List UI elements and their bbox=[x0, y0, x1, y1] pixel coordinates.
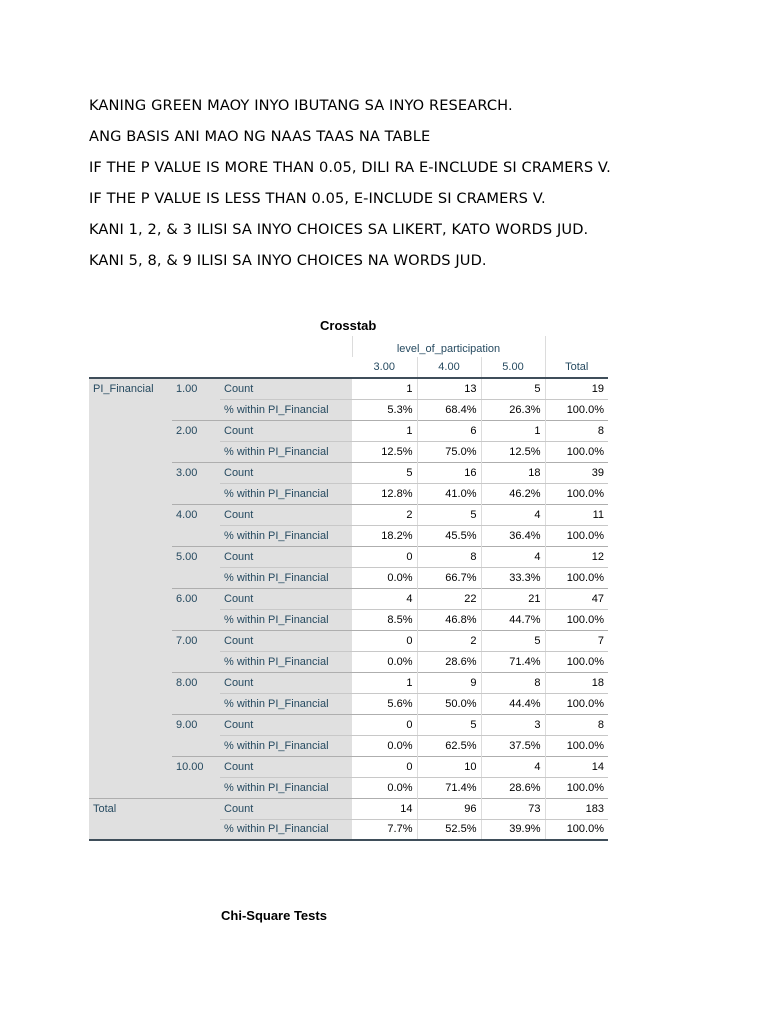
table-cell: 100.0% bbox=[545, 441, 608, 462]
table-cell: 7 bbox=[545, 630, 608, 651]
table-cell: 18.2% bbox=[352, 525, 417, 546]
table-cell: 7.7% bbox=[352, 819, 417, 840]
table-cell: 2 bbox=[417, 630, 481, 651]
row-level-label: 1.00 bbox=[172, 378, 220, 420]
table-cell: 0.0% bbox=[352, 567, 417, 588]
table-row bbox=[89, 378, 608, 399]
table-cell: 26.3% bbox=[481, 399, 545, 420]
table-cell: 5 bbox=[352, 462, 417, 483]
table-cell: 71.4% bbox=[481, 651, 545, 672]
stat-label: % within PI_Financial bbox=[220, 777, 352, 798]
stat-label: % within PI_Financial bbox=[220, 693, 352, 714]
table-cell: 33.3% bbox=[481, 567, 545, 588]
row-variable-label: PI_Financial bbox=[89, 378, 172, 798]
table-cell: 50.0% bbox=[417, 693, 481, 714]
table-cell: 100.0% bbox=[545, 651, 608, 672]
stat-label: % within PI_Financial bbox=[220, 483, 352, 504]
table-cell: 45.5% bbox=[417, 525, 481, 546]
table-cell: 28.6% bbox=[417, 651, 481, 672]
row-level-label: 7.00 bbox=[172, 630, 220, 672]
stat-label: % within PI_Financial bbox=[220, 525, 352, 546]
stat-label: Count bbox=[220, 588, 352, 609]
column-header: 5.00 bbox=[481, 357, 545, 378]
column-header: 3.00 bbox=[352, 357, 417, 378]
table-cell: 62.5% bbox=[417, 735, 481, 756]
stat-label: % within PI_Financial bbox=[220, 819, 352, 840]
table-cell: 22 bbox=[417, 588, 481, 609]
table-cell: 12.5% bbox=[481, 441, 545, 462]
stat-label: Count bbox=[220, 672, 352, 693]
table-cell: 5 bbox=[481, 630, 545, 651]
table-cell: 100.0% bbox=[545, 819, 608, 840]
table-cell: 183 bbox=[545, 798, 608, 819]
stat-label: % within PI_Financial bbox=[220, 735, 352, 756]
stat-label: Count bbox=[220, 420, 352, 441]
table-cell: 19 bbox=[545, 378, 608, 399]
table-cell: 3 bbox=[481, 714, 545, 735]
table-cell: 1 bbox=[352, 420, 417, 441]
table-cell: 0.0% bbox=[352, 735, 417, 756]
table-cell: 0 bbox=[352, 630, 417, 651]
note-line: KANI 5, 8, & 9 ILISI SA INYO CHOICES NA WORDS JUD. bbox=[89, 252, 487, 269]
table-cell: 0.0% bbox=[352, 777, 417, 798]
table-cell: 4 bbox=[481, 504, 545, 525]
table-cell: 8 bbox=[417, 546, 481, 567]
table-cell: 96 bbox=[417, 798, 481, 819]
table-cell: 71.4% bbox=[417, 777, 481, 798]
table-cell: 46.2% bbox=[481, 483, 545, 504]
total-level-blank bbox=[172, 798, 220, 840]
table-cell: 46.8% bbox=[417, 609, 481, 630]
row-level-label: 2.00 bbox=[172, 420, 220, 462]
stat-label: Count bbox=[220, 504, 352, 525]
table-cell: 37.5% bbox=[481, 735, 545, 756]
stat-label: Count bbox=[220, 546, 352, 567]
table-cell: 8 bbox=[481, 672, 545, 693]
table-cell: 1 bbox=[352, 378, 417, 399]
table-cell: 11 bbox=[545, 504, 608, 525]
stat-label: % within PI_Financial bbox=[220, 399, 352, 420]
stat-label: Count bbox=[220, 756, 352, 777]
stat-label: % within PI_Financial bbox=[220, 441, 352, 462]
table-row bbox=[89, 798, 608, 819]
stat-label: % within PI_Financial bbox=[220, 651, 352, 672]
table-cell: 73 bbox=[481, 798, 545, 819]
table-cell: 0 bbox=[352, 546, 417, 567]
table-cell: 100.0% bbox=[545, 693, 608, 714]
total-column-header: Total bbox=[545, 357, 608, 378]
table-cell: 13 bbox=[417, 378, 481, 399]
table-cell: 5 bbox=[417, 504, 481, 525]
row-level-label: 5.00 bbox=[172, 546, 220, 588]
column-variable-header: level_of_participation bbox=[352, 336, 545, 357]
table-cell: 68.4% bbox=[417, 399, 481, 420]
note-line: KANI 1, 2, & 3 ILISI SA INYO CHOICES SA LIKERT, KATO WORDS JUD. bbox=[89, 221, 589, 238]
table-cell: 2 bbox=[352, 504, 417, 525]
table-cell: 12.8% bbox=[352, 483, 417, 504]
crosstab-title: Crosstab bbox=[320, 318, 377, 333]
row-level-label: 4.00 bbox=[172, 504, 220, 546]
stat-label: Count bbox=[220, 462, 352, 483]
stat-label: % within PI_Financial bbox=[220, 567, 352, 588]
note-line: ANG BASIS ANI MAO NG NAAS TAAS NA TABLE bbox=[89, 128, 431, 145]
table-cell: 1 bbox=[481, 420, 545, 441]
instruction-notes bbox=[89, 90, 611, 276]
table-cell: 44.7% bbox=[481, 609, 545, 630]
note-line: KANING GREEN MAOY INYO IBUTANG SA INYO RESEARCH. bbox=[89, 97, 513, 114]
total-row-label: Total bbox=[89, 798, 172, 840]
table-cell: 18 bbox=[545, 672, 608, 693]
table-cell: 47 bbox=[545, 588, 608, 609]
table-cell: 39.9% bbox=[481, 819, 545, 840]
note-line: IF THE P VALUE IS MORE THAN 0.05, DILI RA E-INCLUDE SI CRAMERS V. bbox=[89, 159, 611, 176]
table-cell: 36.4% bbox=[481, 525, 545, 546]
row-level-label: 8.00 bbox=[172, 672, 220, 714]
table-cell: 8 bbox=[545, 420, 608, 441]
table-cell: 21 bbox=[481, 588, 545, 609]
note-line: IF THE P VALUE IS LESS THAN 0.05, E-INCLUDE SI CRAMERS V. bbox=[89, 190, 546, 207]
table-cell: 4 bbox=[352, 588, 417, 609]
table-cell: 28.6% bbox=[481, 777, 545, 798]
table-cell: 100.0% bbox=[545, 525, 608, 546]
row-level-label: 6.00 bbox=[172, 588, 220, 630]
stat-label: Count bbox=[220, 630, 352, 651]
table-cell: 100.0% bbox=[545, 777, 608, 798]
crosstab-table bbox=[89, 336, 608, 841]
table-cell: 52.5% bbox=[417, 819, 481, 840]
table-cell: 4 bbox=[481, 546, 545, 567]
table-cell: 9 bbox=[417, 672, 481, 693]
table-cell: 12.5% bbox=[352, 441, 417, 462]
table-cell: 4 bbox=[481, 756, 545, 777]
chi-square-title: Chi-Square Tests bbox=[221, 908, 327, 923]
table-cell: 8 bbox=[545, 714, 608, 735]
table-cell: 5.6% bbox=[352, 693, 417, 714]
table-cell: 10 bbox=[417, 756, 481, 777]
table-cell: 16 bbox=[417, 462, 481, 483]
table-cell: 18 bbox=[481, 462, 545, 483]
table-cell: 5.3% bbox=[352, 399, 417, 420]
table-cell: 0 bbox=[352, 756, 417, 777]
table-cell: 5 bbox=[481, 378, 545, 399]
row-level-label: 3.00 bbox=[172, 462, 220, 504]
table-cell: 41.0% bbox=[417, 483, 481, 504]
table-cell: 100.0% bbox=[545, 483, 608, 504]
table-cell: 1 bbox=[352, 672, 417, 693]
column-header: 4.00 bbox=[417, 357, 481, 378]
table-cell: 100.0% bbox=[545, 567, 608, 588]
table-cell: 100.0% bbox=[545, 609, 608, 630]
row-level-label: 9.00 bbox=[172, 714, 220, 756]
table-cell: 66.7% bbox=[417, 567, 481, 588]
table-cell: 12 bbox=[545, 546, 608, 567]
table-cell: 100.0% bbox=[545, 399, 608, 420]
table-cell: 44.4% bbox=[481, 693, 545, 714]
table-cell: 8.5% bbox=[352, 609, 417, 630]
stat-label: Count bbox=[220, 378, 352, 399]
stat-label: Count bbox=[220, 798, 352, 819]
stat-label: % within PI_Financial bbox=[220, 609, 352, 630]
table-cell: 14 bbox=[352, 798, 417, 819]
table-cell: 39 bbox=[545, 462, 608, 483]
table-cell: 6 bbox=[417, 420, 481, 441]
stat-label: Count bbox=[220, 714, 352, 735]
table-cell: 75.0% bbox=[417, 441, 481, 462]
row-level-label: 10.00 bbox=[172, 756, 220, 798]
table-cell: 0 bbox=[352, 714, 417, 735]
table-cell: 0.0% bbox=[352, 651, 417, 672]
table-cell: 14 bbox=[545, 756, 608, 777]
table-cell: 100.0% bbox=[545, 735, 608, 756]
table-cell: 5 bbox=[417, 714, 481, 735]
